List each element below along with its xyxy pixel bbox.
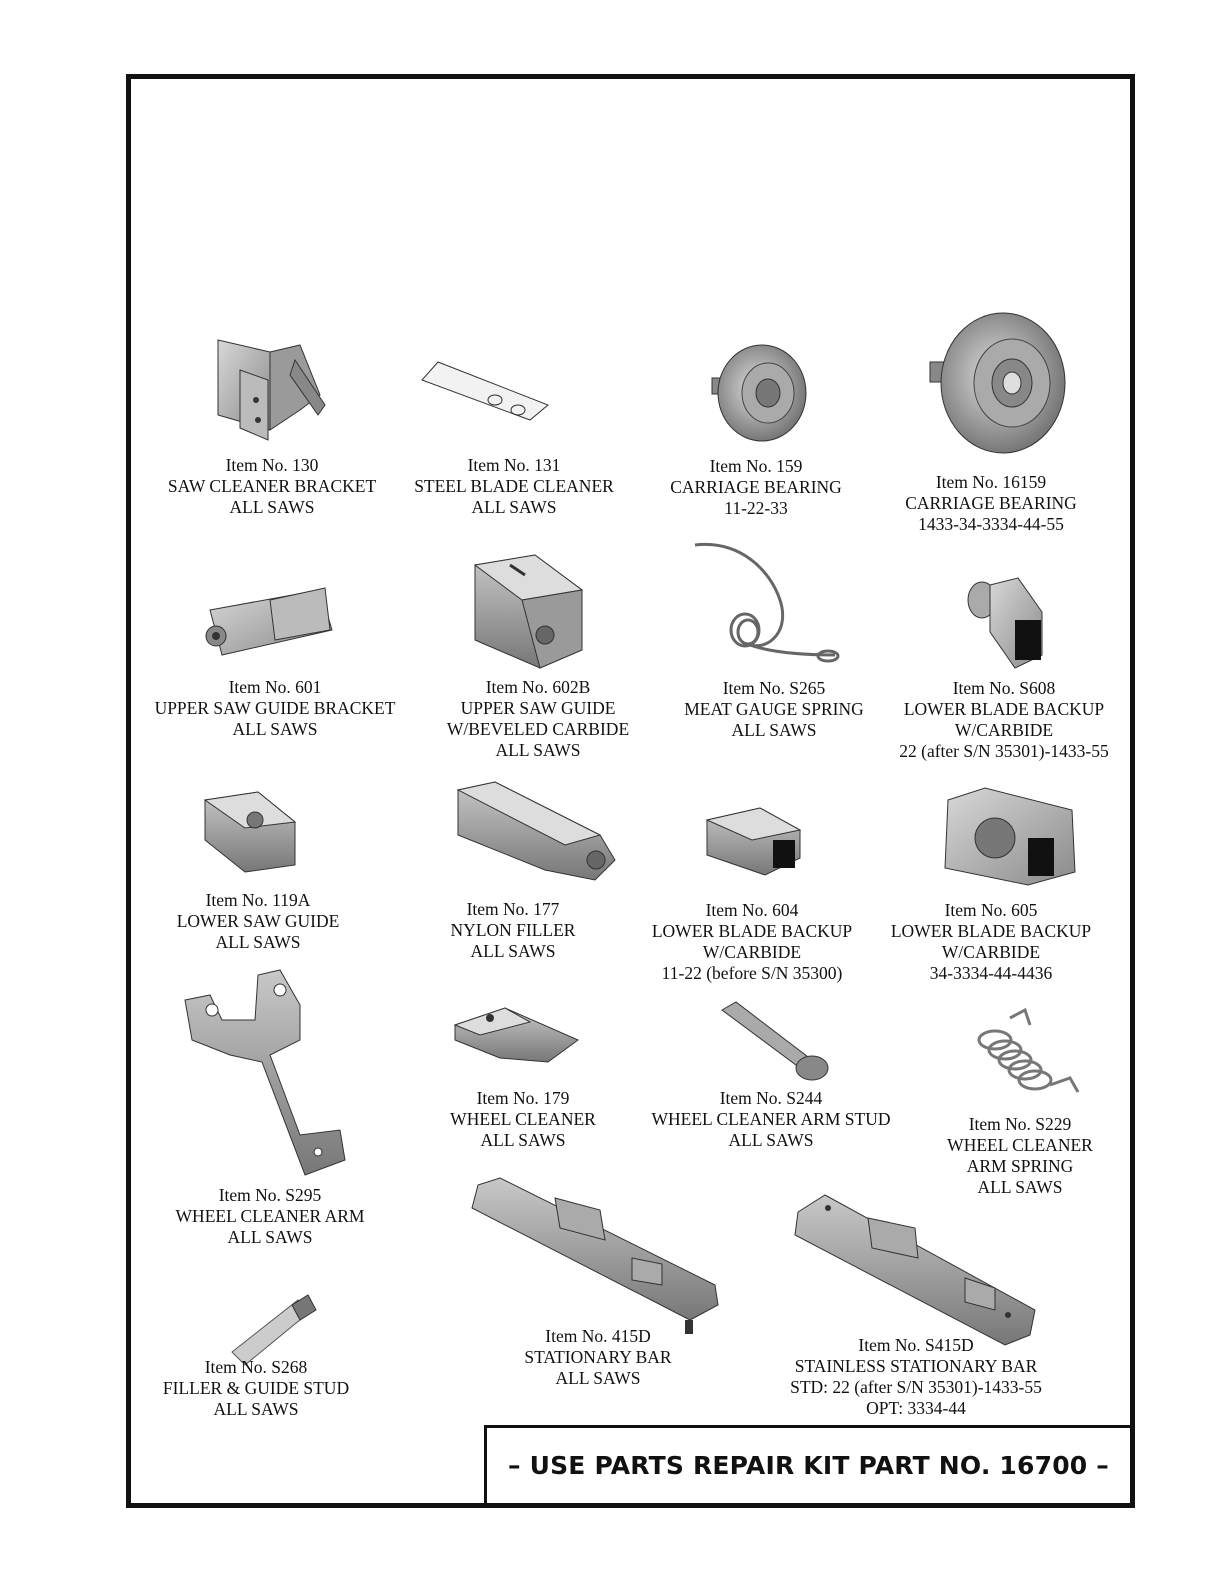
item-number: Item No. 179 bbox=[476, 1088, 570, 1108]
part-name: STEEL BLADE CLEANER bbox=[414, 476, 614, 496]
part-S244-image bbox=[722, 1002, 828, 1080]
part-name: CARRIAGE BEARING bbox=[670, 477, 842, 497]
part-name: STATIONARY BAR bbox=[524, 1347, 672, 1367]
part-119A-image bbox=[205, 792, 295, 872]
part-605-image bbox=[945, 788, 1075, 885]
part-177-caption bbox=[451, 899, 576, 962]
item-number: Item No. S265 bbox=[722, 678, 826, 698]
part-name: WHEEL CLEANER ARM bbox=[175, 1206, 365, 1226]
part-177-image bbox=[458, 782, 615, 880]
part-fitment: 1433-34-3334-44-55 bbox=[918, 514, 1064, 534]
repair-kit-notice bbox=[484, 1425, 1130, 1503]
part-131-image bbox=[422, 362, 548, 420]
part-name: STAINLESS STATIONARY BAR bbox=[794, 1356, 1038, 1376]
part-S415D-caption bbox=[790, 1335, 1042, 1419]
item-number: Item No. 119A bbox=[205, 890, 311, 910]
part-S608-caption bbox=[899, 678, 1108, 762]
part-fitment-optional: OPT: 3334-44 bbox=[866, 1398, 966, 1418]
part-S295-caption bbox=[176, 1185, 365, 1248]
part-130-caption bbox=[168, 455, 376, 518]
part-16159-image bbox=[930, 313, 1065, 453]
part-119A-caption bbox=[177, 890, 340, 953]
part-name: WHEEL CLEANER bbox=[947, 1135, 1093, 1155]
item-number: Item No. 159 bbox=[709, 456, 803, 476]
part-159-caption bbox=[670, 456, 842, 519]
item-number: Item No. 605 bbox=[944, 900, 1038, 920]
item-number: Item No. 177 bbox=[466, 899, 560, 919]
part-16159-caption bbox=[905, 472, 1077, 535]
part-fitment: 22 (after S/N 35301)-1433-55 bbox=[899, 741, 1109, 761]
repair-kit-text: – USE PARTS REPAIR KIT PART NO. 16700 – bbox=[507, 1451, 1109, 1480]
item-number: Item No. 601 bbox=[228, 677, 322, 697]
part-fitment: 11-22-33 bbox=[724, 498, 788, 518]
part-S244-caption bbox=[652, 1088, 891, 1151]
part-name: FILLER & GUIDE STUD bbox=[162, 1378, 350, 1398]
item-number: Item No. S295 bbox=[218, 1185, 322, 1205]
part-fitment: 34-3334-44-4436 bbox=[929, 963, 1053, 983]
part-name: CARRIAGE BEARING bbox=[905, 493, 1077, 513]
item-number: Item No. S415D bbox=[858, 1335, 974, 1355]
part-179-caption bbox=[450, 1088, 596, 1151]
part-fitment: ALL SAWS bbox=[555, 1368, 641, 1388]
part-fitment: ALL SAWS bbox=[495, 740, 581, 760]
part-415D-caption bbox=[524, 1326, 671, 1389]
item-number: Item No. S244 bbox=[719, 1088, 823, 1108]
part-name-line2: W/CARBIDE bbox=[702, 942, 802, 962]
part-131-caption bbox=[414, 455, 614, 518]
part-fitment: ALL SAWS bbox=[232, 719, 318, 739]
part-fitment: ALL SAWS bbox=[480, 1130, 566, 1150]
part-604-image bbox=[707, 808, 800, 875]
item-number: Item No. 16159 bbox=[935, 472, 1047, 492]
item-number: Item No. 602B bbox=[485, 677, 591, 697]
part-605-caption bbox=[891, 900, 1091, 984]
part-S608-image bbox=[968, 578, 1042, 668]
part-602B-image bbox=[475, 555, 582, 668]
part-name: UPPER SAW GUIDE bbox=[460, 698, 616, 718]
part-S265-caption bbox=[684, 678, 864, 741]
part-name: WHEEL CLEANER bbox=[450, 1109, 596, 1129]
part-fitment: ALL SAWS bbox=[977, 1177, 1063, 1197]
part-name: LOWER BLADE BACKUP bbox=[651, 921, 853, 941]
item-number: Item No. S229 bbox=[968, 1114, 1072, 1134]
part-179-image bbox=[455, 1008, 578, 1062]
part-S268-caption bbox=[163, 1357, 349, 1420]
part-name: LOWER SAW GUIDE bbox=[176, 911, 340, 931]
part-name-line2: W/CARBIDE bbox=[954, 720, 1054, 740]
part-S265-image bbox=[695, 544, 838, 661]
part-fitment: STD: 22 (after S/N 35301)-1433-55 bbox=[790, 1377, 1042, 1397]
item-number: Item No. 131 bbox=[467, 455, 561, 475]
part-S229-image bbox=[979, 1010, 1078, 1092]
part-fitment: ALL SAWS bbox=[731, 720, 817, 740]
part-604-caption bbox=[652, 900, 852, 984]
part-name: LOWER BLADE BACKUP bbox=[903, 699, 1105, 719]
item-number: Item No. S608 bbox=[952, 678, 1056, 698]
part-fitment: ALL SAWS bbox=[213, 1399, 299, 1419]
part-name: LOWER BLADE BACKUP bbox=[890, 921, 1092, 941]
part-fitment: ALL SAWS bbox=[728, 1130, 814, 1150]
part-S415D-image bbox=[795, 1195, 1035, 1345]
part-name: SAW CLEANER BRACKET bbox=[167, 476, 377, 496]
part-601-image bbox=[206, 588, 332, 655]
part-415D-image bbox=[472, 1178, 718, 1334]
part-name-line2: W/BEVELED CARBIDE bbox=[446, 719, 630, 739]
part-name: MEAT GAUGE SPRING bbox=[684, 699, 864, 719]
part-name: UPPER SAW GUIDE BRACKET bbox=[154, 698, 396, 718]
part-S295-image bbox=[185, 970, 345, 1175]
item-number: Item No. 415D bbox=[545, 1326, 651, 1346]
part-159-image bbox=[712, 345, 806, 441]
part-name: WHEEL CLEANER ARM STUD bbox=[651, 1109, 891, 1129]
part-601-caption bbox=[155, 677, 396, 740]
part-fitment: ALL SAWS bbox=[229, 497, 315, 517]
part-fitment: ALL SAWS bbox=[471, 497, 557, 517]
part-fitment: 11-22 (before S/N 35300) bbox=[661, 963, 843, 983]
item-number: Item No. 130 bbox=[225, 455, 319, 475]
part-130-image bbox=[218, 340, 325, 440]
part-fitment: ALL SAWS bbox=[470, 941, 556, 961]
part-name: NYLON FILLER bbox=[450, 920, 576, 940]
part-S268-image bbox=[232, 1295, 316, 1365]
part-fitment: ALL SAWS bbox=[215, 932, 301, 952]
part-602B-caption bbox=[447, 677, 629, 761]
part-S229-caption bbox=[947, 1114, 1093, 1198]
part-fitment: ALL SAWS bbox=[227, 1227, 313, 1247]
part-name-line2: ARM SPRING bbox=[966, 1156, 1074, 1176]
part-name-line2: W/CARBIDE bbox=[941, 942, 1041, 962]
item-number: Item No. S268 bbox=[204, 1357, 308, 1377]
item-number: Item No. 604 bbox=[705, 900, 799, 920]
